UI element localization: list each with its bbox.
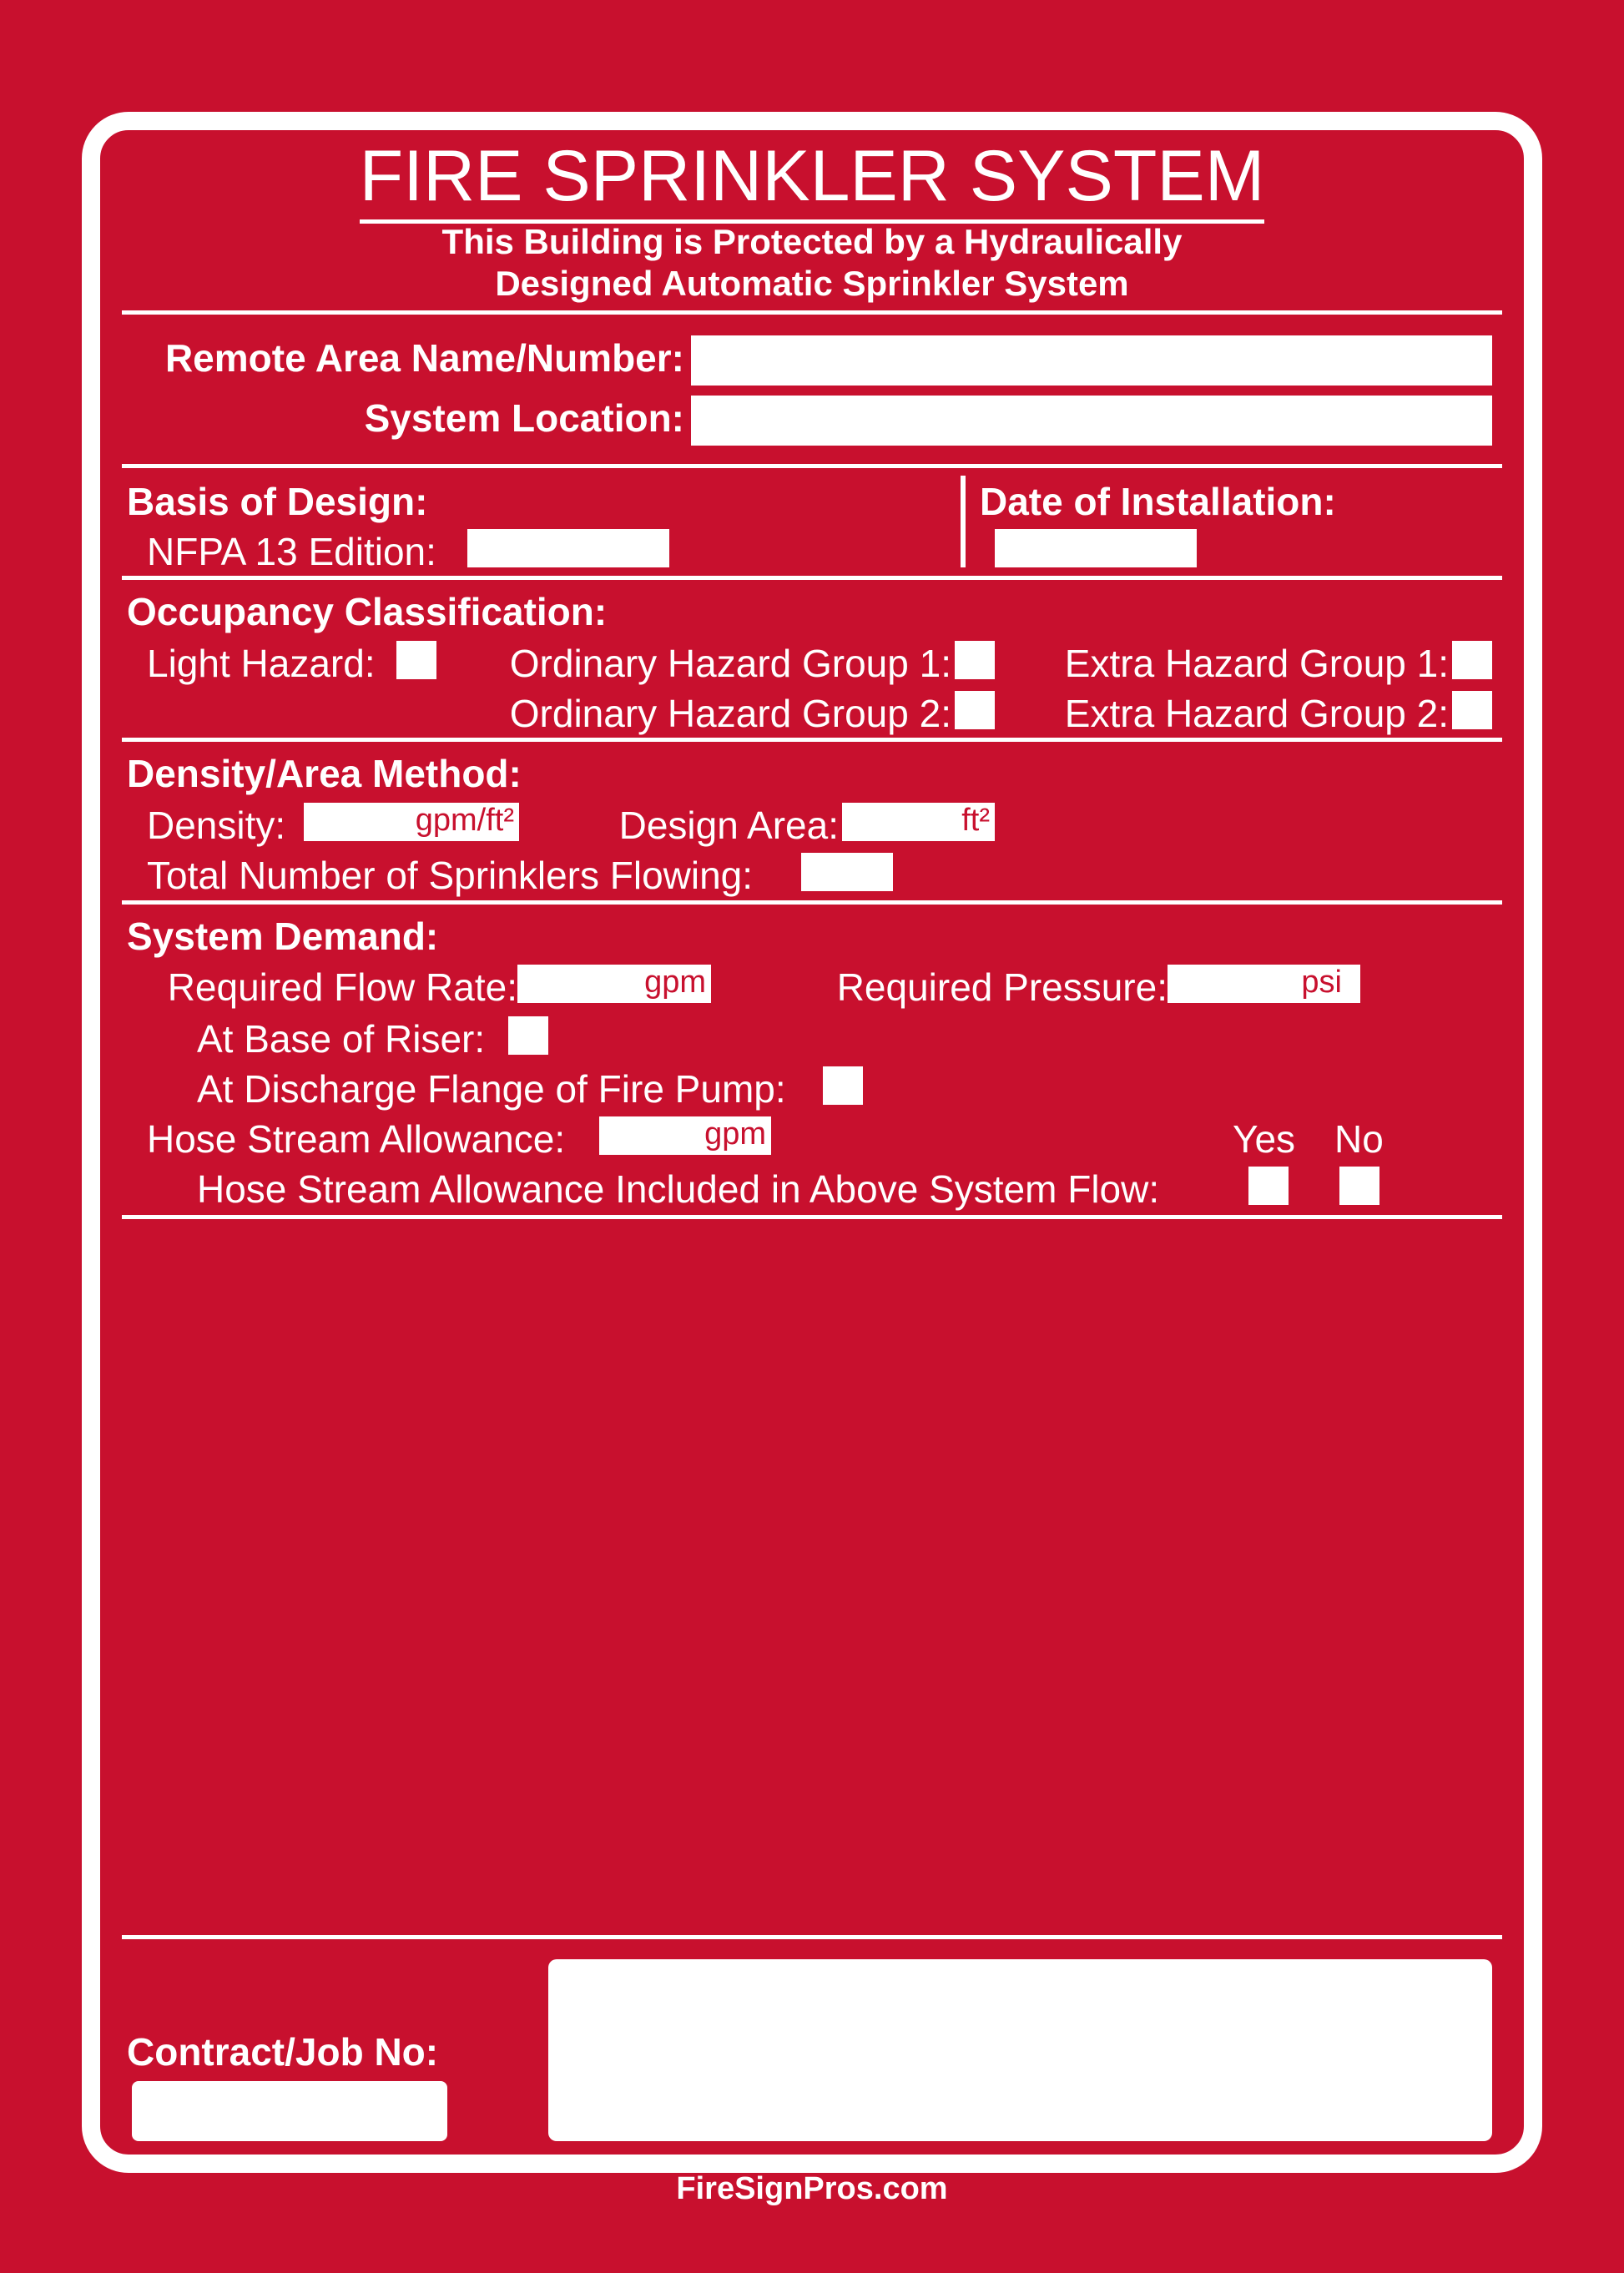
light-hazard-label: Light Hazard: xyxy=(147,642,376,685)
divider xyxy=(122,576,1502,580)
hose-allowance-label: Hose Stream Allowance: xyxy=(147,1117,566,1161)
ordinary-group2-checkbox[interactable] xyxy=(955,691,995,729)
extra-group2-label: Extra Hazard Group 2: xyxy=(1064,692,1449,735)
date-of-installation-header: Date of Installation: xyxy=(980,480,1336,523)
system-location-label: System Location: xyxy=(364,396,684,440)
extra-group2-checkbox[interactable] xyxy=(1452,691,1492,729)
light-hazard-checkbox[interactable] xyxy=(396,641,436,679)
remote-area-field[interactable] xyxy=(691,335,1492,386)
occupancy-header: Occupancy Classification: xyxy=(127,590,608,633)
contract-job-label: Contract/Job No: xyxy=(127,2030,439,2074)
hose-allowance-field[interactable] xyxy=(599,1116,771,1155)
design-area-field[interactable] xyxy=(842,803,995,841)
divider xyxy=(122,310,1502,315)
vertical-divider xyxy=(961,476,966,567)
density-label: Density: xyxy=(147,804,286,847)
date-of-installation-field[interactable] xyxy=(995,529,1197,567)
nfpa-edition-label: NFPA 13 Edition: xyxy=(147,530,436,573)
pressure-label: Required Pressure: xyxy=(836,965,1168,1009)
base-of-riser-label: At Base of Riser: xyxy=(197,1017,486,1061)
website-footer: FireSignPros.com xyxy=(676,2171,948,2206)
subtitle-line-1: This Building is Protected by a Hydraulically xyxy=(441,222,1183,261)
hose-included-label: Hose Stream Allowance Included in Above System Flow: xyxy=(197,1167,1160,1211)
ordinary-group1-checkbox[interactable] xyxy=(955,641,995,679)
density-area-header: Density/Area Method: xyxy=(127,752,522,795)
notes-panel[interactable] xyxy=(548,1959,1492,2141)
basis-of-design-header: Basis of Design: xyxy=(127,480,428,523)
sprinklers-flowing-field[interactable] xyxy=(801,853,893,891)
divider xyxy=(122,1215,1502,1219)
sign-title: FIRE SPRINKLER SYSTEM xyxy=(0,135,1624,218)
no-label: No xyxy=(1334,1117,1384,1161)
subtitle-line-2: Designed Automatic Sprinkler System xyxy=(495,264,1129,303)
divider xyxy=(122,900,1502,905)
contract-job-field[interactable] xyxy=(132,2081,447,2141)
pressure-unit: psi xyxy=(1301,965,1342,1000)
base-of-riser-checkbox[interactable] xyxy=(508,1016,548,1055)
density-field[interactable] xyxy=(304,803,519,841)
hose-allowance-unit: gpm xyxy=(704,1116,766,1152)
discharge-flange-checkbox[interactable] xyxy=(823,1066,863,1105)
sprinklers-flowing-label: Total Number of Sprinklers Flowing: xyxy=(147,854,754,897)
nfpa-edition-field[interactable] xyxy=(467,529,669,567)
flow-rate-field[interactable] xyxy=(517,965,711,1003)
divider xyxy=(122,738,1502,742)
design-area-label: Design Area: xyxy=(618,804,839,847)
ordinary-group1-label: Ordinary Hazard Group 1: xyxy=(509,642,951,685)
yes-label: Yes xyxy=(1233,1117,1296,1161)
remote-area-label: Remote Area Name/Number: xyxy=(164,336,684,380)
discharge-flange-label: At Discharge Flange of Fire Pump: xyxy=(197,1067,786,1111)
hose-included-no-checkbox[interactable] xyxy=(1339,1167,1379,1205)
pressure-field[interactable] xyxy=(1168,965,1360,1003)
divider xyxy=(122,1935,1502,1939)
flow-rate-label: Required Flow Rate: xyxy=(167,965,517,1009)
design-area-unit: ft² xyxy=(961,803,990,838)
ordinary-group2-label: Ordinary Hazard Group 2: xyxy=(509,692,951,735)
divider xyxy=(122,464,1502,468)
system-location-field[interactable] xyxy=(691,396,1492,446)
extra-group1-checkbox[interactable] xyxy=(1452,641,1492,679)
extra-group1-label: Extra Hazard Group 1: xyxy=(1064,642,1449,685)
hose-included-yes-checkbox[interactable] xyxy=(1248,1167,1289,1205)
system-demand-header: System Demand: xyxy=(127,915,439,958)
density-unit: gpm/ft² xyxy=(415,803,514,838)
flow-rate-unit: gpm xyxy=(644,965,706,1000)
